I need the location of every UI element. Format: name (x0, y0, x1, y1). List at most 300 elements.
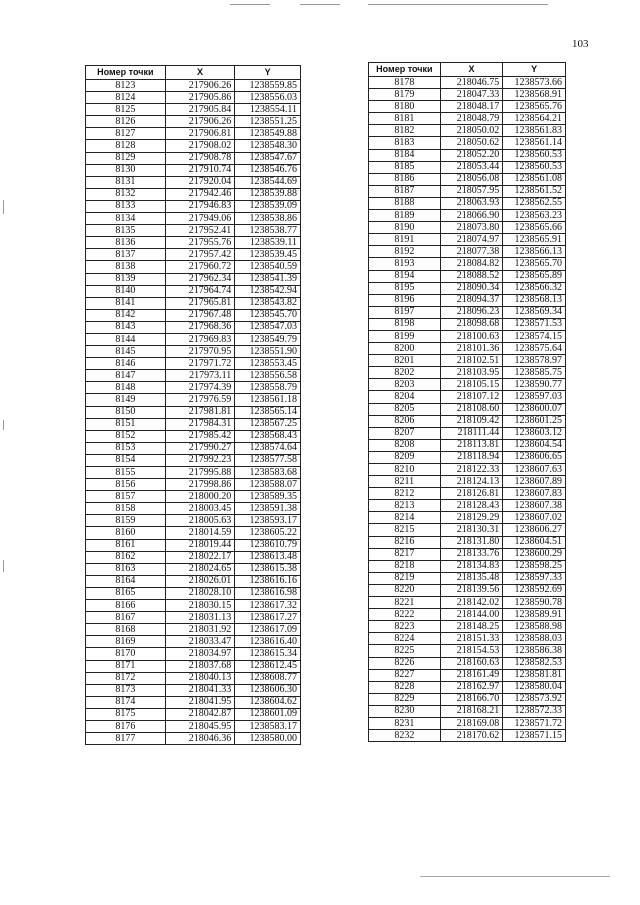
y-coordinate-cell: 1238559.85 (235, 80, 301, 92)
point-number-cell: 8139 (86, 273, 166, 285)
table-row (369, 451, 566, 463)
y-coordinate-cell: 1238586.38 (503, 645, 566, 657)
y-coordinate-cell: 1238565.14 (235, 406, 301, 418)
table-row (86, 624, 301, 636)
point-number-cell: 8131 (86, 176, 166, 188)
x-coordinate-cell: 217906.26 (165, 116, 235, 128)
y-coordinate-cell: 1238560.53 (503, 149, 566, 161)
table-row (369, 536, 566, 548)
y-coordinate-cell: 1238613.48 (235, 551, 301, 563)
y-coordinate-cell: 1238546.76 (235, 164, 301, 176)
table-row (369, 318, 566, 330)
x-coordinate-cell: 218160.63 (440, 657, 503, 669)
y-coordinate-cell: 1238544.69 (235, 176, 301, 188)
table-row (86, 213, 301, 225)
coordinates-table-left (85, 65, 301, 745)
x-coordinate-cell: 218130.31 (440, 524, 503, 536)
point-number-cell: 8231 (369, 717, 441, 729)
y-coordinate-cell: 1238565.76 (503, 101, 566, 113)
point-number-cell: 8215 (369, 524, 441, 536)
table-row (86, 152, 301, 164)
y-coordinate-cell: 1238539.11 (235, 237, 301, 249)
point-number-cell: 8144 (86, 333, 166, 345)
y-coordinate-cell: 1238607.63 (503, 464, 566, 476)
table-row (86, 309, 301, 321)
x-coordinate-cell: 217960.72 (165, 261, 235, 273)
y-coordinate-cell: 1238601.09 (235, 708, 301, 720)
x-coordinate-cell: 218037.68 (165, 660, 235, 672)
table-row (86, 273, 301, 285)
y-coordinate-cell: 1238554.11 (235, 104, 301, 116)
table-row (86, 467, 301, 479)
table-row (86, 491, 301, 503)
point-number-cell: 8208 (369, 439, 441, 451)
table-row (86, 733, 301, 745)
x-coordinate-cell: 217984.31 (165, 418, 235, 430)
x-coordinate-cell: 218003.45 (165, 503, 235, 515)
table-row (369, 657, 566, 669)
y-coordinate-cell: 1238574.64 (235, 442, 301, 454)
point-number-cell: 8170 (86, 648, 166, 660)
point-number-cell: 8209 (369, 451, 441, 463)
x-coordinate-cell: 218148.25 (440, 621, 503, 633)
point-number-cell: 8132 (86, 188, 166, 200)
table-row (369, 173, 566, 185)
x-coordinate-cell: 218098.68 (440, 318, 503, 330)
point-number-cell: 8184 (369, 149, 441, 161)
x-coordinate-cell: 218057.95 (440, 185, 503, 197)
y-coordinate-cell: 1238606.27 (503, 524, 566, 536)
point-number-cell: 8160 (86, 527, 166, 539)
table-row (369, 572, 566, 584)
table-row (86, 358, 301, 370)
y-coordinate-cell: 1238607.83 (503, 488, 566, 500)
table-row (369, 705, 566, 717)
y-coordinate-cell: 1238549.79 (235, 333, 301, 345)
x-coordinate-cell: 217969.83 (165, 333, 235, 345)
x-coordinate-cell: 218169.08 (440, 717, 503, 729)
x-coordinate-cell: 218046.36 (165, 733, 235, 745)
table-row (86, 164, 301, 176)
point-number-cell: 8147 (86, 370, 166, 382)
point-number-cell: 8197 (369, 306, 441, 318)
x-coordinate-cell: 218109.42 (440, 415, 503, 427)
point-number-cell: 8205 (369, 403, 441, 415)
table-row (369, 560, 566, 572)
y-coordinate-cell: 1238583.17 (235, 720, 301, 732)
point-number-cell: 8157 (86, 491, 166, 503)
y-coordinate-cell: 1238600.07 (503, 403, 566, 415)
table-row (86, 551, 301, 563)
point-number-cell: 8135 (86, 225, 166, 237)
point-number-cell: 8163 (86, 563, 166, 575)
y-coordinate-cell: 1238589.91 (503, 609, 566, 621)
point-number-cell: 8161 (86, 539, 166, 551)
x-coordinate-cell: 217955.76 (165, 237, 235, 249)
point-number-cell: 8125 (86, 104, 166, 116)
table-row (86, 708, 301, 720)
point-number-cell: 8213 (369, 500, 441, 512)
y-coordinate-cell: 1238563.23 (503, 210, 566, 222)
y-coordinate-cell: 1238572.33 (503, 705, 566, 717)
table-row (86, 430, 301, 442)
table-row (369, 669, 566, 681)
x-coordinate-cell: 217905.86 (165, 92, 235, 104)
x-coordinate-cell: 217908.02 (165, 140, 235, 152)
table-row (369, 330, 566, 342)
point-number-cell: 8182 (369, 125, 441, 137)
y-coordinate-cell: 1238566.13 (503, 246, 566, 258)
point-number-cell: 8138 (86, 261, 166, 273)
table-row (86, 188, 301, 200)
y-coordinate-cell: 1238580.04 (503, 681, 566, 693)
table-row (86, 527, 301, 539)
y-coordinate-cell: 1238610.79 (235, 539, 301, 551)
y-coordinate-cell: 1238617.32 (235, 600, 301, 612)
x-coordinate-cell: 218129.29 (440, 512, 503, 524)
point-number-cell: 8164 (86, 575, 166, 587)
point-number-cell: 8172 (86, 672, 166, 684)
y-coordinate-cell: 1238568.91 (503, 89, 566, 101)
point-number-cell: 8219 (369, 572, 441, 584)
x-coordinate-cell: 218168.21 (440, 705, 503, 717)
x-coordinate-cell: 218135.48 (440, 572, 503, 584)
table-row (86, 612, 301, 624)
x-coordinate-cell: 218050.62 (440, 137, 503, 149)
y-coordinate-cell: 1238615.38 (235, 563, 301, 575)
x-coordinate-cell: 218026.01 (165, 575, 235, 587)
table-row (369, 621, 566, 633)
table-row (369, 379, 566, 391)
x-coordinate-cell: 218107.12 (440, 391, 503, 403)
point-number-cell: 8188 (369, 197, 441, 209)
point-number-cell: 8214 (369, 512, 441, 524)
y-coordinate-cell: 1238589.35 (235, 491, 301, 503)
x-coordinate-cell: 218131.80 (440, 536, 503, 548)
table-row (369, 717, 566, 729)
x-coordinate-cell: 217992.23 (165, 454, 235, 466)
point-number-cell: 8180 (369, 101, 441, 113)
y-coordinate-cell: 1238593.17 (235, 515, 301, 527)
y-coordinate-cell: 1238583.68 (235, 467, 301, 479)
x-coordinate-cell: 217949.06 (165, 213, 235, 225)
y-coordinate-cell: 1238581.81 (503, 669, 566, 681)
x-coordinate-cell: 217995.88 (165, 467, 235, 479)
point-number-cell: 8142 (86, 309, 166, 321)
table-row (86, 176, 301, 188)
table-row (369, 512, 566, 524)
x-coordinate-cell: 218046.75 (440, 77, 503, 89)
table-row (369, 500, 566, 512)
table-row (86, 370, 301, 382)
x-coordinate-cell: 217908.78 (165, 152, 235, 164)
y-coordinate-cell: 1238561.52 (503, 185, 566, 197)
point-number-cell: 8174 (86, 696, 166, 708)
table-row (86, 684, 301, 696)
table-row (369, 693, 566, 705)
x-coordinate-cell: 218031.92 (165, 624, 235, 636)
point-number-cell: 8207 (369, 427, 441, 439)
y-coordinate-cell: 1238588.07 (235, 479, 301, 491)
point-number-cell: 8203 (369, 379, 441, 391)
table-row (369, 488, 566, 500)
y-coordinate-cell: 1238549.88 (235, 128, 301, 140)
point-number-cell: 8186 (369, 173, 441, 185)
point-number-cell: 8187 (369, 185, 441, 197)
x-coordinate-cell: 218066.90 (440, 210, 503, 222)
table-row (369, 609, 566, 621)
table-row (369, 137, 566, 149)
point-number-cell: 8165 (86, 587, 166, 599)
point-number-cell: 8150 (86, 406, 166, 418)
table-row (86, 285, 301, 297)
y-coordinate-cell: 1238538.77 (235, 225, 301, 237)
y-coordinate-cell: 1238566.32 (503, 282, 566, 294)
y-coordinate-cell: 1238539.88 (235, 188, 301, 200)
column-header-x: X (165, 66, 235, 80)
x-coordinate-cell: 217974.39 (165, 382, 235, 394)
y-coordinate-cell: 1238569.34 (503, 306, 566, 318)
y-coordinate-cell: 1238539.45 (235, 249, 301, 261)
x-coordinate-cell: 218118.94 (440, 451, 503, 463)
table-row (86, 225, 301, 237)
point-number-cell: 8202 (369, 367, 441, 379)
x-coordinate-cell: 218024.65 (165, 563, 235, 575)
x-coordinate-cell: 218063.93 (440, 197, 503, 209)
y-coordinate-cell: 1238568.43 (235, 430, 301, 442)
x-coordinate-cell: 218103.95 (440, 367, 503, 379)
y-coordinate-cell: 1238573.66 (503, 77, 566, 89)
table-row (369, 270, 566, 282)
table-row (369, 355, 566, 367)
y-coordinate-cell: 1238571.53 (503, 318, 566, 330)
table-row (369, 113, 566, 125)
y-coordinate-cell: 1238600.29 (503, 548, 566, 560)
y-coordinate-cell: 1238575.64 (503, 343, 566, 355)
y-coordinate-cell: 1238553.45 (235, 358, 301, 370)
x-coordinate-cell: 218052.20 (440, 149, 503, 161)
x-coordinate-cell: 218162.97 (440, 681, 503, 693)
x-coordinate-cell: 218088.52 (440, 270, 503, 282)
y-coordinate-cell: 1238592.69 (503, 584, 566, 596)
point-number-cell: 8191 (369, 234, 441, 246)
x-coordinate-cell: 217906.26 (165, 80, 235, 92)
table-row (86, 104, 301, 116)
x-coordinate-cell: 217970.95 (165, 346, 235, 358)
x-coordinate-cell: 217985.42 (165, 430, 235, 442)
table-row (86, 80, 301, 92)
y-coordinate-cell: 1238567.25 (235, 418, 301, 430)
column-header-y: Y (503, 63, 566, 77)
x-coordinate-cell: 218113.81 (440, 439, 503, 451)
y-coordinate-cell: 1238616.98 (235, 587, 301, 599)
x-coordinate-cell: 218122.33 (440, 464, 503, 476)
x-coordinate-cell: 218139.56 (440, 584, 503, 596)
x-coordinate-cell: 218047.33 (440, 89, 503, 101)
scan-artifact-mark (3, 200, 4, 214)
point-number-cell: 8199 (369, 330, 441, 342)
table-row (86, 297, 301, 309)
y-coordinate-cell: 1238560.53 (503, 161, 566, 173)
column-header-x: X (440, 63, 503, 77)
x-coordinate-cell: 218041.95 (165, 696, 235, 708)
y-coordinate-cell: 1238561.83 (503, 125, 566, 137)
point-number-cell: 8140 (86, 285, 166, 297)
point-number-cell: 8204 (369, 391, 441, 403)
table-row (369, 464, 566, 476)
x-coordinate-cell: 217976.59 (165, 394, 235, 406)
point-number-cell: 8216 (369, 536, 441, 548)
x-coordinate-cell: 218045.95 (165, 720, 235, 732)
x-coordinate-cell: 217973.11 (165, 370, 235, 382)
scan-artifact-line (300, 4, 340, 5)
table-row (369, 597, 566, 609)
x-coordinate-cell: 217910.74 (165, 164, 235, 176)
y-coordinate-cell: 1238590.78 (503, 597, 566, 609)
point-number-cell: 8196 (369, 294, 441, 306)
table-row (369, 584, 566, 596)
scan-artifact-line (368, 4, 548, 5)
point-number-cell: 8211 (369, 476, 441, 488)
table-row (86, 382, 301, 394)
y-coordinate-cell: 1238585.75 (503, 367, 566, 379)
x-coordinate-cell: 218030.15 (165, 600, 235, 612)
x-coordinate-cell: 218090.34 (440, 282, 503, 294)
x-coordinate-cell: 218056.08 (440, 173, 503, 185)
x-coordinate-cell: 218019.44 (165, 539, 235, 551)
x-coordinate-cell: 218077.38 (440, 246, 503, 258)
y-coordinate-cell: 1238565.91 (503, 234, 566, 246)
point-number-cell: 8225 (369, 645, 441, 657)
scan-artifact-line (230, 4, 270, 5)
point-number-cell: 8168 (86, 624, 166, 636)
x-coordinate-cell: 218084.82 (440, 258, 503, 270)
y-coordinate-cell: 1238601.25 (503, 415, 566, 427)
point-number-cell: 8123 (86, 80, 166, 92)
y-coordinate-cell: 1238603.12 (503, 427, 566, 439)
y-coordinate-cell: 1238542.94 (235, 285, 301, 297)
x-coordinate-cell: 217968.36 (165, 321, 235, 333)
point-number-cell: 8177 (86, 733, 166, 745)
x-coordinate-cell: 218005.63 (165, 515, 235, 527)
y-coordinate-cell: 1238590.77 (503, 379, 566, 391)
table-row (86, 442, 301, 454)
point-number-cell: 8133 (86, 200, 166, 212)
y-coordinate-cell: 1238617.27 (235, 612, 301, 624)
table-row (369, 210, 566, 222)
x-coordinate-cell: 218128.43 (440, 500, 503, 512)
y-coordinate-cell: 1238607.38 (503, 500, 566, 512)
table-row (369, 89, 566, 101)
point-number-cell: 8200 (369, 343, 441, 355)
point-number-cell: 8201 (369, 355, 441, 367)
table-row (369, 367, 566, 379)
x-coordinate-cell: 218041.33 (165, 684, 235, 696)
x-coordinate-cell: 218073.80 (440, 222, 503, 234)
table-row (86, 696, 301, 708)
x-coordinate-cell: 218040.13 (165, 672, 235, 684)
x-coordinate-cell: 218034.97 (165, 648, 235, 660)
x-coordinate-cell: 218133.76 (440, 548, 503, 560)
point-number-cell: 8183 (369, 137, 441, 149)
x-coordinate-cell: 218144.00 (440, 609, 503, 621)
point-number-cell: 8228 (369, 681, 441, 693)
y-coordinate-cell: 1238561.18 (235, 394, 301, 406)
x-coordinate-cell: 218161.49 (440, 669, 503, 681)
x-coordinate-cell: 217946.83 (165, 200, 235, 212)
scan-artifact-mark (3, 560, 4, 572)
x-coordinate-cell: 217906.81 (165, 128, 235, 140)
table-row (369, 125, 566, 137)
table-row (86, 200, 301, 212)
point-number-cell: 8178 (369, 77, 441, 89)
scan-artifact-line (420, 876, 610, 877)
point-number-cell: 8173 (86, 684, 166, 696)
x-coordinate-cell: 218170.62 (440, 730, 503, 742)
point-number-cell: 8158 (86, 503, 166, 515)
table-row (369, 524, 566, 536)
y-coordinate-cell: 1238556.58 (235, 370, 301, 382)
table-row (369, 439, 566, 451)
x-coordinate-cell: 217962.34 (165, 273, 235, 285)
x-coordinate-cell: 218014.59 (165, 527, 235, 539)
point-number-cell: 8171 (86, 660, 166, 672)
x-coordinate-cell: 218048.17 (440, 101, 503, 113)
table-row (369, 548, 566, 560)
point-number-cell: 8136 (86, 237, 166, 249)
point-number-cell: 8148 (86, 382, 166, 394)
x-coordinate-cell: 218000.20 (165, 491, 235, 503)
table-body-left (86, 80, 301, 745)
y-coordinate-cell: 1238545.70 (235, 309, 301, 321)
x-coordinate-cell: 218134.83 (440, 560, 503, 572)
point-number-cell: 8175 (86, 708, 166, 720)
x-coordinate-cell: 218105.15 (440, 379, 503, 391)
table-row (86, 587, 301, 599)
y-coordinate-cell: 1238547.67 (235, 152, 301, 164)
y-coordinate-cell: 1238541.39 (235, 273, 301, 285)
point-number-cell: 8206 (369, 415, 441, 427)
x-coordinate-cell: 217998.86 (165, 479, 235, 491)
point-number-cell: 8190 (369, 222, 441, 234)
table-row (86, 394, 301, 406)
table-row (369, 246, 566, 258)
x-coordinate-cell: 218074.97 (440, 234, 503, 246)
table-row (86, 406, 301, 418)
y-coordinate-cell: 1238606.65 (503, 451, 566, 463)
column-header-point: Номер точки (369, 63, 441, 77)
table-row (86, 454, 301, 466)
table-row (369, 645, 566, 657)
y-coordinate-cell: 1238561.08 (503, 173, 566, 185)
point-number-cell: 8156 (86, 479, 166, 491)
point-number-cell: 8127 (86, 128, 166, 140)
table-row (86, 116, 301, 128)
point-number-cell: 8176 (86, 720, 166, 732)
x-coordinate-cell: 218053.44 (440, 161, 503, 173)
coordinates-table-right (368, 62, 566, 742)
table-header-row (86, 66, 301, 80)
point-number-cell: 8193 (369, 258, 441, 270)
point-number-cell: 8185 (369, 161, 441, 173)
point-number-cell: 8223 (369, 621, 441, 633)
point-number-cell: 8222 (369, 609, 441, 621)
table-row (369, 77, 566, 89)
y-coordinate-cell: 1238558.79 (235, 382, 301, 394)
x-coordinate-cell: 218042.87 (165, 708, 235, 720)
column-header-point: Номер точки (86, 66, 166, 80)
page-number: 103 (572, 38, 589, 50)
